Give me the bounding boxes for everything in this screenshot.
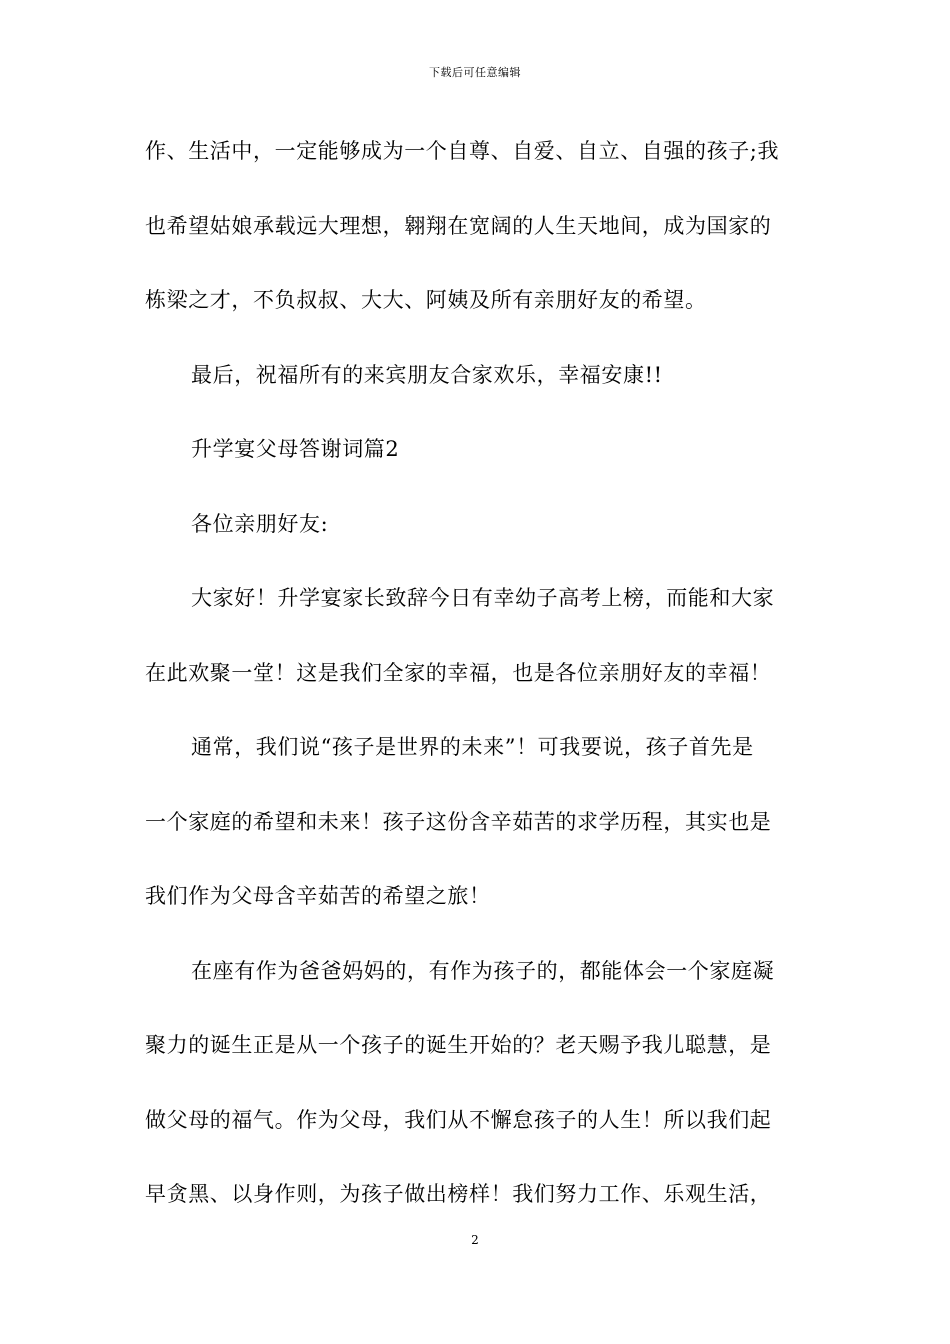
page-number: 2: [471, 1233, 479, 1247]
text-line: 栋梁之才，不负叔叔、大大、阿姨及所有亲朋好友的希望。: [145, 288, 707, 312]
paragraph-start: 通常，我们说“孩子是世界的未来”！可我要说，孩子首先是: [191, 735, 754, 759]
paragraph-start: 最后，祝福所有的来宾朋友合家欢乐，幸福安康!!: [191, 362, 663, 387]
text-line: 早贪黑、以身作则，为孩子做出榜样！我们努力工作、乐观生活，: [145, 1182, 772, 1206]
text-line: 也希望姑娘承载远大理想，翱翔在宽阔的人生天地间，成为国家的: [145, 213, 772, 238]
text-line: 在此欢聚一堂！这是我们全家的幸福，也是各位亲朋好友的幸福！: [145, 660, 772, 685]
text-line: 我们作为父母含辛茹苦的希望之旅！: [145, 884, 491, 908]
document-body: [145, 132, 807, 1250]
salutation: 各位亲朋好友:: [191, 511, 329, 536]
paragraph-start: 大家好！升学宴家长致辞今日有幸幼子高考上榜，而能和大家: [191, 586, 775, 610]
paragraph-start: 在座有作为爸爸妈妈的，有作为孩子的，都能体会一个家庭凝: [191, 958, 775, 983]
page-header: 下载后可任意编辑: [429, 66, 521, 79]
text-line: 作、生活中，一定能够成为一个自尊、自爱、自立、自强的孩子;我: [145, 139, 780, 163]
section-heading: 升学宴父母答谢词篇2: [191, 437, 400, 461]
text-line: 一个家庭的希望和未来！孩子这份含辛茹苦的求学历程，其实也是: [145, 809, 772, 834]
text-line: 聚力的诞生正是从一个孩子的诞生开始的？老天赐予我儿聪慧，是: [145, 1033, 772, 1057]
text-line: 做父母的福气。作为父母，我们从不懈怠孩子的人生！所以我们起: [145, 1107, 772, 1132]
